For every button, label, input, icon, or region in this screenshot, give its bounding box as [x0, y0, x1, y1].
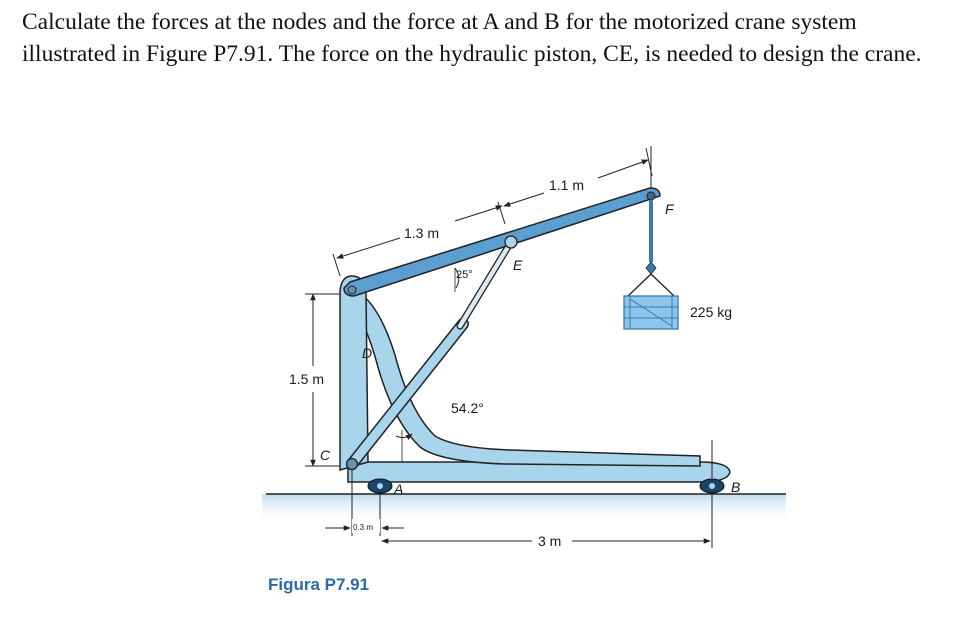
label-node-b: B: [731, 479, 741, 495]
label-boom-left: 1.3 m: [404, 225, 440, 241]
label-node-e: E: [513, 257, 523, 273]
boom: [344, 188, 660, 296]
sling: [628, 274, 674, 296]
joint-e: [505, 236, 517, 248]
ground-shade: [262, 494, 786, 524]
label-base-long: 3 m: [538, 533, 562, 549]
joint-c: [347, 459, 358, 470]
label-node-d: D: [362, 345, 373, 361]
problem-statement: Calculate the forces at the nodes and the force at A and B for the motorized crane system illustrated in Figure P7.91. The force on the hydraulic piston, CE, is needed to design the crane.: [22, 9, 922, 67]
label-base-short: 0.3 m: [353, 523, 374, 532]
wheel-b: [700, 479, 724, 493]
label-load: 225 kg: [690, 304, 733, 320]
joint-boom-pivot: [348, 286, 356, 294]
figure-caption: Figura P7.91: [268, 575, 370, 594]
load-crate: [624, 296, 678, 329]
label-height: 1.5 m: [289, 371, 325, 387]
label-boom-right: 1.1 m: [549, 177, 585, 193]
label-angle-boom: 25°: [456, 269, 473, 281]
label-node-c: C: [320, 447, 331, 463]
label-node-a: A: [394, 481, 404, 497]
wheel-a: [368, 479, 392, 493]
label-node-f: F: [665, 201, 674, 217]
label-angle-piston: 54.2°: [451, 400, 484, 416]
joint-f: [647, 192, 655, 200]
hook: [646, 262, 656, 274]
